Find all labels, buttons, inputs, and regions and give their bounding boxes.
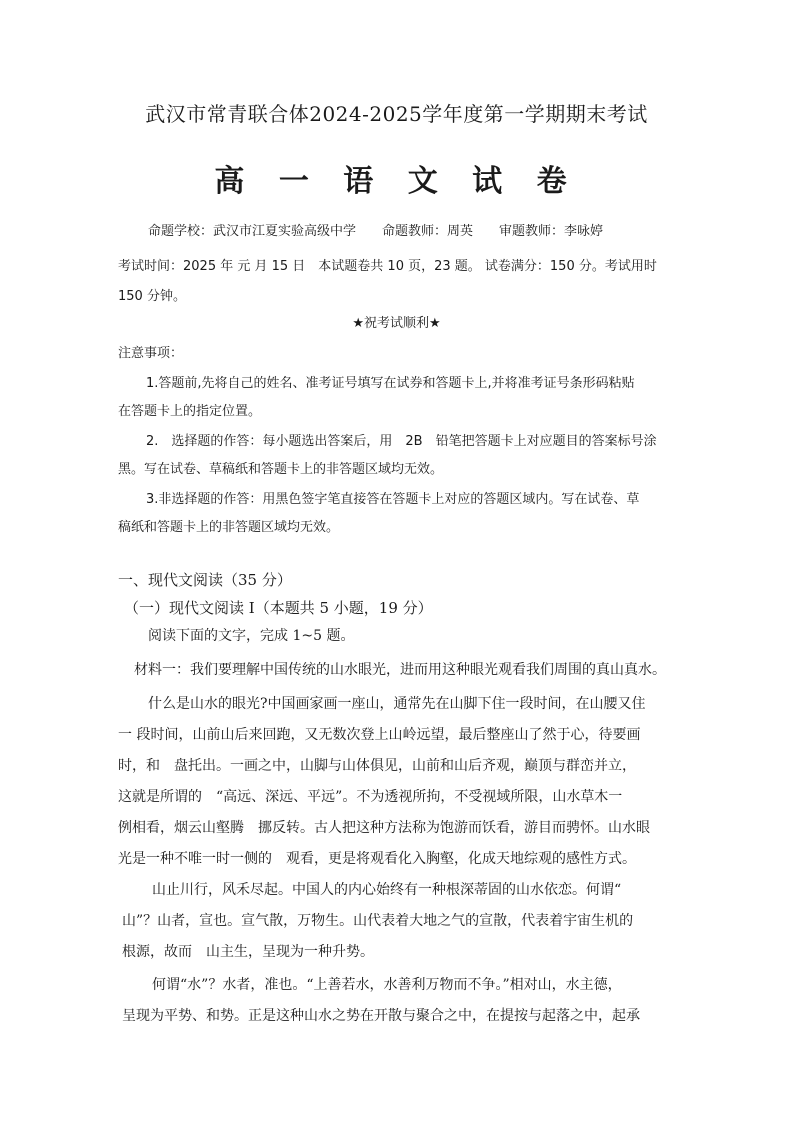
exam-title: 武汉市常青联合体2024-2025学年度第一学期期末考试 [145,102,648,126]
passage-line: 呈现为平势、和势。正是这种山水之势在开散与聚合之中，在提按与起落之中，起承 [122,1008,640,1024]
passage-line: 何谓“水”？水者，准也。“上善若水，水善利万物而不争。”相对山，水主德， [152,977,622,993]
info-line-1: 命题学校：武汉市江夏实验高级中学 命题教师：周英 审题教师：李咏婷 [148,224,604,239]
passage-line: 光是一种不唯一时一侧的 观看，更是将观看化入胸壑，化成天地综观的感性方式。 [118,851,636,867]
passage-line: 时，和 盘托出。一画之中，山脚与山体俱见，山前和山后齐观，巅顶与群峦并立， [118,758,636,774]
notice-line: 在答题卡上的指定位置。 [118,404,262,419]
passage-line: 一 段时间，山前山后来回跑，又无数次登上山岭远望，最后整座山了然于心，待要画 [118,727,641,743]
section-heading: 一、现代文阅读（35 分） [118,571,292,589]
passage-line: 山止川行，风禾尽起。中国人的内心始终有一种根深蒂固的山水依恋。何谓“ [152,882,622,898]
passage-line: 什么是山水的眼光?中国画家画一座山，通常先在山脚下住一段时间，在山腰又住 [148,696,646,712]
notice-line: 3.非选择题的作答：用黑色签字笔直接答在答题卡上对应的答题区域内。写在试卷、草 [146,492,640,507]
info-line-2: 考试时间：2025 年 元 月 15 日 本试题卷共 10 页，23 题。 试卷满分：150 分。考试用时 [118,259,657,274]
notice-line: 1.答题前,先将自己的姓名、准考证号填写在试券和答题卡上,并将准考证号条形码粘贴 [146,376,635,391]
subsection-heading: （一）现代文阅读 I（本题共 5 小题，19 分） [124,599,433,617]
passage-line: 山”？山者，宣也。宣气散，万物生。山代表着大地之气的宣散，代表着宇宙生机的 [122,913,634,929]
blessing-text: ★祝考试顺利★ [352,316,441,331]
passage-line: 例相看，烟云山壑腾 挪反转。古人把这种方法称为饱游而饫看，游目而骋怀。山水眼 [118,820,650,836]
notice-heading: 注意事项： [118,346,184,361]
info-line-3: 150 分钟。 [118,289,186,304]
reading-instruction: 阅读下面的文字，完成 1~5 题。 [148,628,355,644]
passage-line: 这就是所谓的 “高远、深远、平远”。不为透视所拘，不受视域所限，山水草木一 [118,789,623,805]
material-intro: 材料一：我们要理解中国传统的山水眼光，进而用这种眼光观看我们周围的真山真水。 [134,662,666,678]
notice-line: 黑。写在试卷、草稿纸和答题卡上的非答题区域均无效。 [118,462,444,477]
passage-line: 根源，故而 山主生，呈现为一种升势。 [122,944,374,960]
notice-line: 稿纸和答题卡上的非答题区域均无效。 [118,520,340,535]
exam-subtitle: 高 一 语 文 试 卷 [214,164,579,199]
notice-line: 2. 选择题的作答：每小题选出答案后，用 2B 铅笔把答题卡上对应题目的答案标号涂 [146,434,657,449]
